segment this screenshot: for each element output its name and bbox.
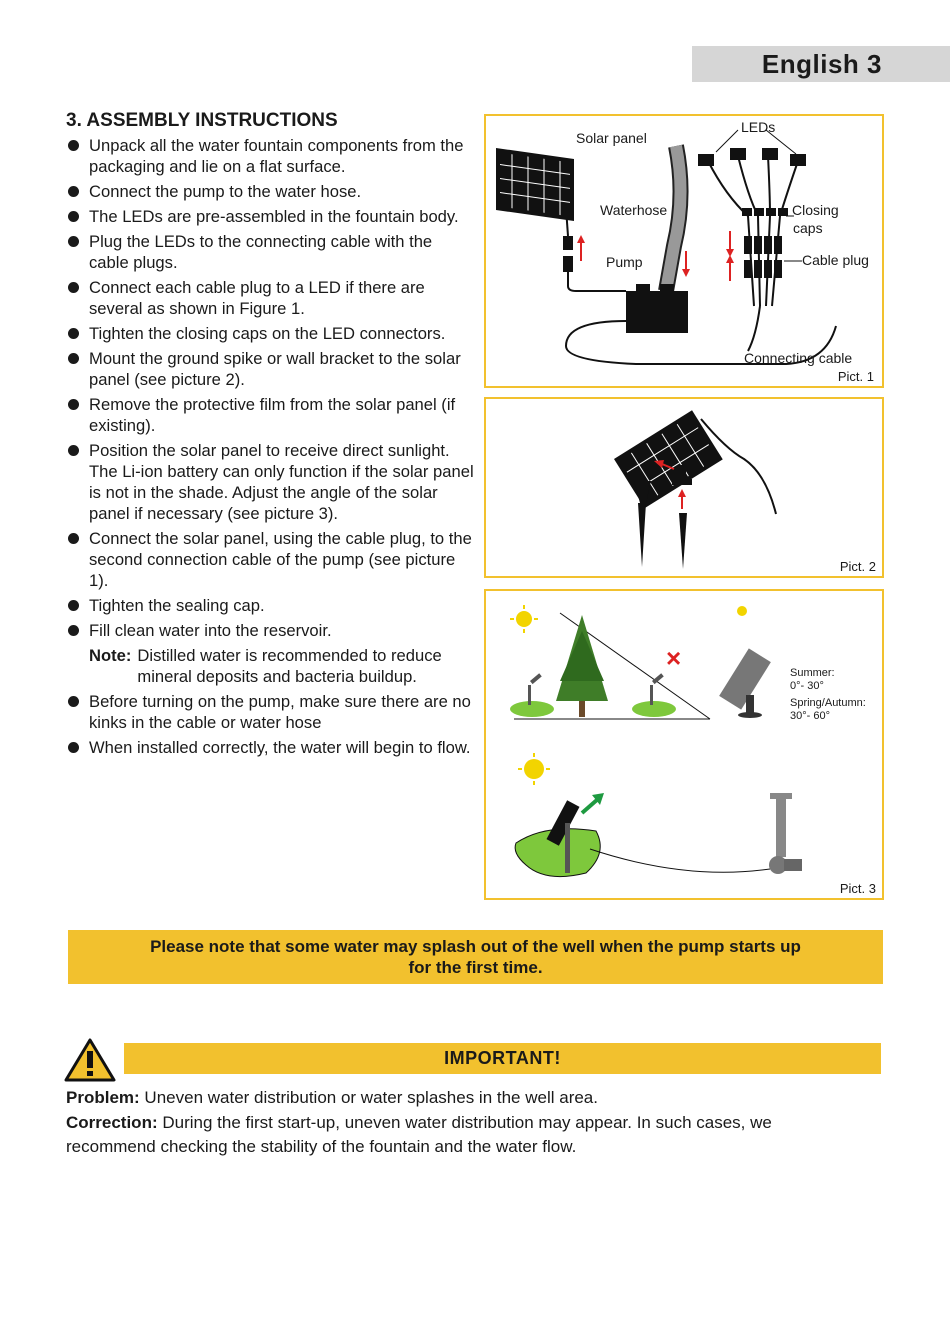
caption-pict-3: Pict. 3 [839, 881, 876, 896]
step-item: Remove the protective film from the solar panel (if existing). [66, 394, 476, 436]
label-closing-caps-2: caps [793, 220, 823, 236]
label-leds: LEDs [741, 119, 776, 135]
section-title: 3. ASSEMBLY INSTRUCTIONS [66, 110, 338, 131]
problem-label: Problem: [66, 1088, 140, 1107]
splash-notice-text: Please note that some water may splash out of the well when the pump starts up for the first time. [150, 937, 801, 977]
label-spring: Spring/Autumn: [790, 697, 866, 709]
warning-icon [64, 1037, 116, 1083]
page-header [692, 46, 950, 82]
correction-label: Correction: [66, 1113, 158, 1132]
correction-text: During the first start-up, uneven water distribution may appear. In such cases, we recommend checking the stability of the fountain and the water flow. [66, 1113, 772, 1156]
step-item: Connect the solar panel, using the cable plug, to the second connection cable of the pump (see picture 1). [66, 528, 476, 591]
label-cable-plug: Cable plug [802, 252, 869, 268]
sun-position-diagram [486, 591, 882, 898]
picture-1 [484, 114, 884, 388]
label-solar-panel: Solar panel [576, 130, 647, 146]
correction-paragraph [66, 1111, 866, 1159]
note-item [66, 645, 476, 687]
page-header-label: English 3 [761, 49, 882, 79]
label-summer-angle: 0°- 30° [790, 680, 824, 692]
splash-notice [68, 930, 883, 984]
svg-text:×: × [666, 643, 682, 673]
label-waterhose: Waterhose [600, 202, 668, 218]
step-item: The LEDs are pre-assembled in the fountain body. [66, 206, 476, 227]
step-item: Unpack all the water fountain components from the packaging and lie on a flat surface. [66, 135, 476, 177]
label-spring-angle: 30°- 60° [790, 710, 830, 722]
step-item: Mount the ground spike or wall bracket to the solar panel (see picture 2). [66, 348, 476, 390]
step-item: Tighten the sealing cap. [66, 595, 476, 616]
problem-text: Uneven water distribution or water splashes in the well area. [144, 1088, 598, 1107]
picture-2 [484, 397, 884, 578]
caption-pict-2: Pict. 2 [839, 559, 876, 574]
step-item: Fill clean water into the reservoir. [66, 620, 476, 641]
label-summer: Summer: [790, 667, 835, 679]
note-label: Note: [89, 646, 132, 665]
step-item: Position the solar panel to receive direct sunlight. The Li-ion battery can only function if the solar panel is not in the shade. Adjust the angle of the solar panel if necessary (see picture 3). [66, 440, 476, 524]
step-item: When installed correctly, the water will begin to flow. [66, 737, 476, 758]
step-item: Connect each cable plug to a LED if there are several as shown in Figure 1. [66, 277, 476, 319]
step-item: Plug the LEDs to the connecting cable with the cable plugs. [66, 231, 476, 273]
problem-paragraph [66, 1086, 866, 1110]
assembly-steps [66, 135, 476, 762]
ground-spike-diagram [486, 399, 882, 576]
caption-pict-1: Pict. 1 [837, 369, 874, 384]
important-heading: IMPORTANT! [124, 1043, 881, 1074]
wiring-diagram [486, 116, 882, 386]
picture-3 [484, 589, 884, 900]
step-item: Tighten the closing caps on the LED connectors. [66, 323, 476, 344]
step-item: Connect the pump to the water hose. [66, 181, 476, 202]
label-pump: Pump [606, 254, 643, 270]
label-closing-caps: Closing [792, 202, 839, 218]
label-connecting-cable: Connecting cable [744, 350, 853, 366]
step-item: Before turning on the pump, make sure there are no kinks in the cable or water hose [66, 691, 476, 733]
note-text: Distilled water is recommended to reduce mineral deposits and bacteria buildup. [137, 646, 442, 686]
